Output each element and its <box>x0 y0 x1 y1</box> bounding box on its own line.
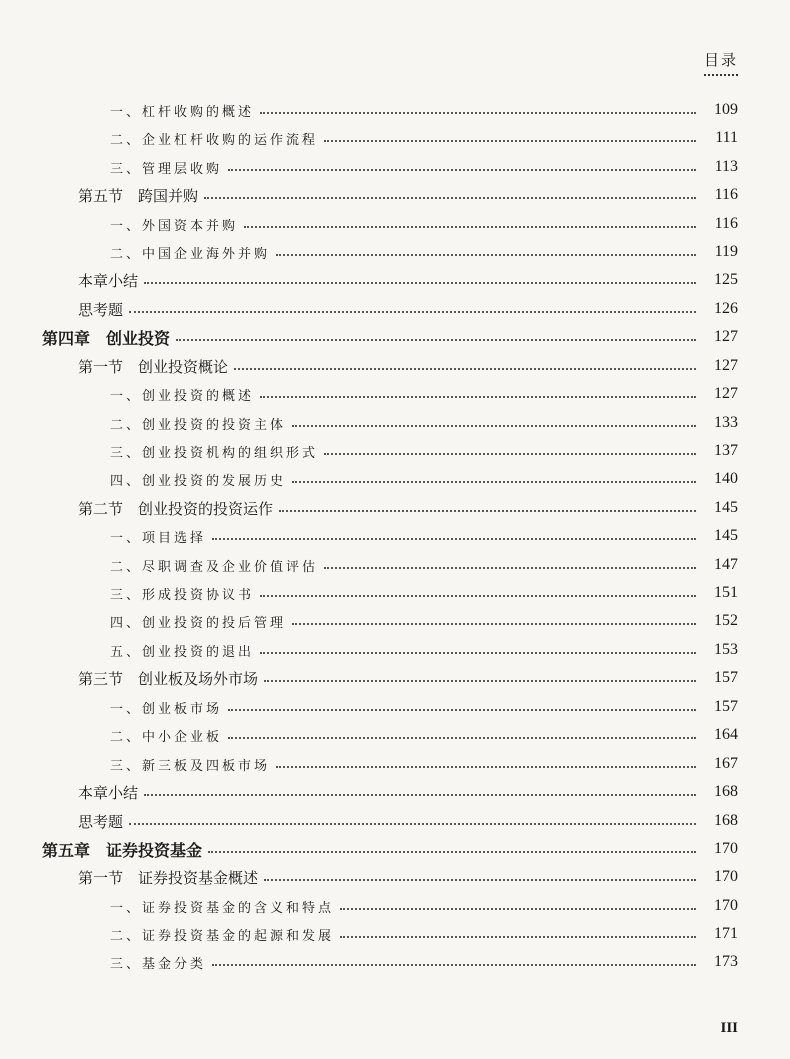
page-number: III <box>720 1020 738 1036</box>
toc-entry-title: 二、尽职调查及企业价值评估 <box>110 559 319 575</box>
toc-entry-page: 157 <box>714 669 738 686</box>
toc-entry-title: 二、企业杠杆收购的运作流程 <box>110 132 319 148</box>
toc-entry-title: 三、管理层收购 <box>110 161 223 177</box>
toc-entry-page: 137 <box>714 442 738 459</box>
dot-leader <box>228 709 696 711</box>
toc-entry-title: 四、创业投资的发展历史 <box>110 473 287 489</box>
dot-leader <box>129 823 696 825</box>
toc-entry[interactable] <box>0 835 790 863</box>
toc-entry-title: 四、创业投资的投后管理 <box>110 615 287 631</box>
toc-entry[interactable] <box>0 465 790 493</box>
toc-entry[interactable] <box>0 380 790 408</box>
toc-entry[interactable] <box>0 96 790 124</box>
toc-entry[interactable] <box>0 693 790 721</box>
dot-leader <box>276 766 696 768</box>
toc-entry-title: 一、外国资本并购 <box>110 218 239 234</box>
toc-entry-page: 173 <box>714 953 738 970</box>
toc-entry-title: 第四章 创业投资 <box>42 328 171 348</box>
toc-entry-page: 153 <box>714 641 738 658</box>
toc-entry-page: 168 <box>714 812 738 829</box>
dot-leader <box>292 623 696 625</box>
toc-entry[interactable] <box>0 750 790 778</box>
toc-entry-page: 167 <box>714 755 738 772</box>
dot-leader <box>324 140 696 142</box>
toc-entry-page: 113 <box>714 158 738 175</box>
toc-entry[interactable] <box>0 181 790 209</box>
toc-entry[interactable] <box>0 409 790 437</box>
toc-entry[interactable] <box>0 266 790 294</box>
toc-entry-title: 三、形成投资协议书 <box>110 587 255 603</box>
toc-entry-page: 157 <box>714 698 738 715</box>
toc-entry-title: 三、创业投资机构的组织形式 <box>110 445 319 461</box>
toc-entry-page: 152 <box>714 612 738 629</box>
toc-entry[interactable] <box>0 210 790 238</box>
toc-entry-page: 140 <box>714 470 738 487</box>
toc-entry-page: 145 <box>714 527 738 544</box>
toc-entry-page: 171 <box>714 925 738 942</box>
dot-leader <box>204 197 696 199</box>
dot-leader <box>292 425 696 427</box>
toc-entry-title: 第三节 创业板及场外市场 <box>78 669 259 688</box>
toc-entry-page: 119 <box>714 243 738 260</box>
toc-entry-title: 第一节 创业投资概论 <box>78 357 229 376</box>
dot-leader <box>144 794 696 796</box>
dot-leader <box>340 936 696 938</box>
toc-entry-title: 二、创业投资的投资主体 <box>110 417 287 433</box>
dot-leader <box>212 538 696 540</box>
dot-leader <box>260 652 696 654</box>
header-dotted-rule <box>704 74 738 76</box>
toc-entry-page: 168 <box>714 783 738 800</box>
toc-entry-title: 第二节 创业投资的投资运作 <box>78 499 274 518</box>
toc-entry-title: 思考题 <box>78 812 124 831</box>
toc-entry-page: 116 <box>714 186 738 203</box>
toc-entry-title: 三、基金分类 <box>110 956 207 972</box>
dot-leader <box>244 226 696 228</box>
running-header <box>704 49 738 76</box>
toc-entry-page: 151 <box>714 584 738 601</box>
dot-leader <box>340 908 696 910</box>
dot-leader <box>129 311 696 313</box>
dot-leader <box>144 282 696 284</box>
toc-entry-title: 第一节 证券投资基金概述 <box>78 868 259 887</box>
dot-leader <box>228 169 696 171</box>
toc-entry-page: 170 <box>714 840 738 857</box>
toc-entry-page: 170 <box>714 897 738 914</box>
toc-entry-page: 127 <box>714 328 738 345</box>
dot-leader <box>324 567 696 569</box>
toc-entry-page: 126 <box>714 300 738 317</box>
dot-leader <box>228 737 696 739</box>
toc-entry[interactable] <box>0 522 790 550</box>
dot-leader <box>324 453 696 455</box>
toc-entry-title: 第五章 证券投资基金 <box>42 840 203 860</box>
toc-entry[interactable] <box>0 579 790 607</box>
dot-leader <box>176 339 696 341</box>
toc-entry-page: 111 <box>715 129 738 146</box>
toc-entry-page: 170 <box>714 868 738 885</box>
toc-entry-title: 二、中国企业海外并购 <box>110 246 271 262</box>
toc-entry-title: 一、杠杆收购的概述 <box>110 104 255 120</box>
toc-entry-page: 116 <box>714 215 738 232</box>
toc-entry[interactable] <box>0 124 790 152</box>
dot-leader <box>234 368 696 370</box>
dot-leader <box>264 879 696 881</box>
dot-leader <box>276 254 696 256</box>
toc-entry-page: 127 <box>714 357 738 374</box>
toc-entry-page: 125 <box>714 271 738 288</box>
toc-entry[interactable] <box>0 778 790 806</box>
dot-leader <box>212 964 696 966</box>
dot-leader <box>292 481 696 483</box>
dot-leader <box>260 112 696 114</box>
toc-entry[interactable] <box>0 295 790 323</box>
toc-entry[interactable] <box>0 323 790 351</box>
toc-entry-title: 三、新三板及四板市场 <box>110 758 271 774</box>
toc-entry-title: 二、证券投资基金的起源和发展 <box>110 928 335 944</box>
toc-entry-page: 109 <box>714 101 738 118</box>
toc-entry-title: 本章小结 <box>78 783 139 802</box>
toc-entry-title: 一、项目选择 <box>110 530 207 546</box>
toc-entry-title: 第五节 跨国并购 <box>78 186 199 205</box>
toc-entry-title: 五、创业投资的退出 <box>110 644 255 660</box>
dot-leader <box>208 851 696 853</box>
toc-entry-page: 147 <box>714 556 738 573</box>
toc-entry[interactable] <box>0 807 790 835</box>
dot-leader <box>260 595 696 597</box>
toc-entry[interactable] <box>0 238 790 266</box>
toc-entry[interactable] <box>0 607 790 635</box>
toc-entry[interactable] <box>0 863 790 891</box>
toc-entry[interactable] <box>0 920 790 948</box>
toc-entry[interactable] <box>0 664 790 692</box>
toc-entry[interactable] <box>0 948 790 976</box>
dot-leader <box>264 680 696 682</box>
toc-entry-page: 145 <box>714 499 738 516</box>
toc-entry-title: 一、创业投资的概述 <box>110 388 255 404</box>
toc-entry-title: 一、创业板市场 <box>110 701 223 717</box>
toc-entry-page: 133 <box>714 414 738 431</box>
toc-entry[interactable] <box>0 551 790 579</box>
toc-entry-title: 本章小结 <box>78 271 139 290</box>
toc-entry-title: 二、中小企业板 <box>110 729 223 745</box>
toc-entry-page: 127 <box>714 385 738 402</box>
toc-entry[interactable] <box>0 892 790 920</box>
dot-leader <box>260 396 696 398</box>
toc-entry[interactable] <box>0 636 790 664</box>
header-label: 目录 <box>703 51 738 69</box>
toc-entry[interactable] <box>0 153 790 181</box>
toc-entry[interactable] <box>0 437 790 465</box>
toc-entry-page: 164 <box>714 726 738 743</box>
toc-entry-title: 一、证券投资基金的含义和特点 <box>110 900 335 916</box>
toc-entry[interactable] <box>0 352 790 380</box>
toc-entry[interactable] <box>0 721 790 749</box>
dot-leader <box>279 510 696 512</box>
toc-entry-title: 思考题 <box>78 300 124 319</box>
toc-entry[interactable] <box>0 494 790 522</box>
